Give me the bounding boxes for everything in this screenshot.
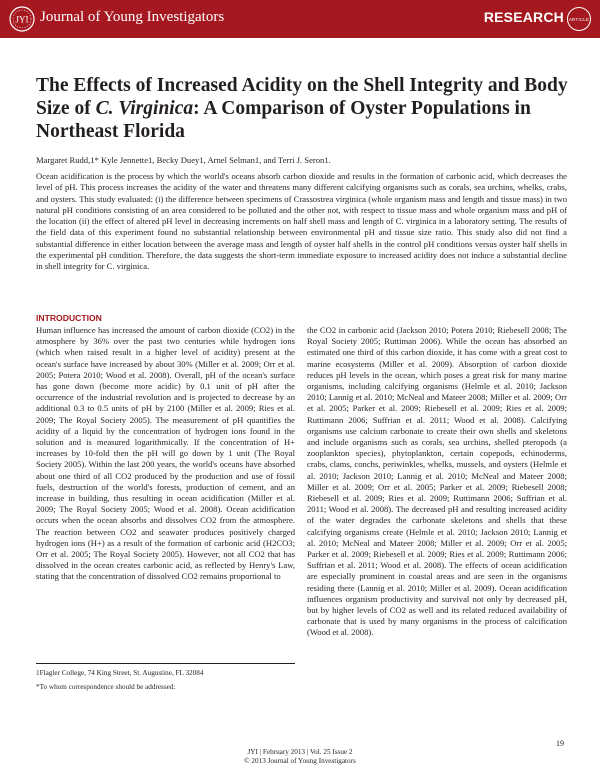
footer-issue: JYI | February 2013 | Vol. 25 Issue 2 [247,748,353,756]
article-badge: ARTICLE [567,7,591,31]
footer-copyright: © 2013 Journal of Young Investigators [244,757,356,765]
footnote-divider [36,663,295,664]
intro-column-right: the CO2 in carbonic acid (Jackson 2010; Potera 2010; Riebesell 2008; The Royal Society 2005; Ruttiman 2006). While the ocean has absorbed an estimated one third of this carbon dioxide, it has come with a great cost to marine ecosystems (Miller et al. 2009). Absorption of carbon dioxide reduces pH levels in the ocean, which poses a great risk for many marine organisms, including calcifying organisms (Helmle et al. 2010; Jackson 2010; Lannig et al. 2010; McNeal and Mateer 2008; Miller et al. 2009; Orr et al. 2005; Parker et al. 2009; Riebesell et al. 2009; Ries et al. 2009; Ruttimann 2006; Suffrian et al. 2011; Wood et al. 2008). Calcifying organisms use calcium carbonate to create their own shells and skeletons and include organisms such as corals, sea urchins, shelled pteropods (a zooplankton species), phytoplankton, certain copepods, echinoderms, crabs, clams, conchs, periwinkles, whelks, mussels, and oysters (Helmle et al. 2010; Jackson 2010; Lannig et al. 2010; McNeal and Mateer 2008; Miller et al. 2009; Orr et al. 2005; Parker et al. 2009; Riebesell 2008; Riebesell et al. 2009; Ries et al. 2009; Ruttimann 2006; Suffrian et al. 2011; Wood et al. 2008). The decreased pH and resulting increased acidity of the water degrades the carbonate skeletons and shells that these calcifying organisms create (Helmle et al. 2010; Jackson 2010; Lannig et al. 2010; McNeal and Mateer 2008; Miller et al. 2009; Orr et al. 2005; Parker et al. 2009; Riebesell et al. 2009; Ries et al. 2009; Ruttimann 2006; Suffrian et al. 2011; Wood et al. 2008). The effects of ocean acidification are especially prominent in coastal areas and are seen in the organisms residing there (Lannig et al. 2010; Miller et al. 2009). Ocean acidification influences organism productivity and survival not only by decreased pH, but by higher levels of CO2 as well and its related reduced availability of carbonate that is used by many organisms in the process of calcification (Wood et al. 2008). [307,325,567,638]
article-category: RESEARCH [483,9,564,25]
jyi-logo-icon [8,5,36,33]
title-part-1: The Effects of Increased Acidity on the Shell Integrity and Body Size of [36,75,568,119]
author-list: Margaret Rudd,1* Kyle Jennette1, Becky Duey1, Arnel Selman1, and Terri J. Seron1. [36,155,331,165]
article-title [36,74,576,143]
abstract: Ocean acidification is the process by which the world's oceans absorb carbon dioxide and results in the formation of carbonic acid, which decreases the level of pH. This process increases the acidity of the water and threatens many different calcifying organisms such as corals, sea urchins, whelks, crabs, and oysters. This study evaluated: (i) the difference between specimens of Crassostrea virginica (whole organism mass and length and tissue mass) in two natural pH conditions consisting of an area considered to be polluted and the other not, with respect to tissue mass and whole organism mass and pH of the location (ii) the effect of altered pH level in decreasing increments on half shell mass and length of C. virginica in a laboratory setting. The results of the field data of this experiment found no substantial relationship between environmental pH and tissue size ratio. This study also did not find a substantial difference in either location between the average mass and length of oyster half shells in the control pH conditions versus oyster half shells in the experimental pH condition. Therefore, the data suggests the short-term immediate exposure to increased acidity does not induce a substantial decline in shell integrity for C. virginica. [36,171,567,272]
journal-banner [0,0,600,38]
journal-name: Journal of Young Investigators [40,9,225,25]
svg-text:JYI: JYI [15,14,29,25]
intro-column-left: Human influence has increased the amount of carbon dioxide (CO2) in the atmosphere by 36% over the past two centuries while hydrogen ions (which when raised result in a higher level of acidity) present at the ocean's surface have increased by about 30% (Miller et al. 2009; Orr et al. 2005; Potera 2010; Wood et al. 2008). Overall, pH of the ocean's surface has gone down (become more acidic) by 0.1 unit of pH after the occurrence of the industrial revolution and is projected to decrease by an additional 0.3 to 0.5 units of pH by 2100 (Miller et al. 2009; Ries et al. 2009; The Royal Society 2005). The measurement of pH quantifies the acidity of a liquid by the concentration of hydrogen ions found in the solution and is measured logarithmically. If the concentration of H+ increases by 10-fold then the pH will go down by 1 unit (The Royal Society 2005). Within the last 200 years, the world's oceans have absorbed about one third of all CO2 produced by the production and use of fossil fuels, destruction of the world's forests, production of cement, and an increase in building, thus resulting in ocean acidification (Miller et al. 2009; The Royal Society 2005; Wood et al. 2008). Ocean acidification occurs when the ocean absorbs and dissolves CO2 from the atmosphere. The reaction between CO2 and seawater produces positively charged hydrogen ions (H+) as a result of the formation of carbonic acid (H2CO3; Orr et al. 2005; The Royal Society 2005). However, not all CO2 that has dissolved in the ocean creates carbonic acid, as reflected by Henry's Law, stating that the concentration of dissolved CO2 remains proportional to [36,325,295,582]
footnote-affiliation: 1Flagler College, 74 King Street, St. Augustine, FL 32084 [36,669,204,677]
section-heading-introduction: INTRODUCTION [36,313,102,323]
page-number: 19 [556,739,564,748]
title-species: C. Virginica [95,98,194,119]
title-part-2: : A Comparison of Oyster Populations in Northeast Florida [36,98,531,142]
footnote-correspondence: *To whom correspondence should be addressed: [36,683,176,691]
